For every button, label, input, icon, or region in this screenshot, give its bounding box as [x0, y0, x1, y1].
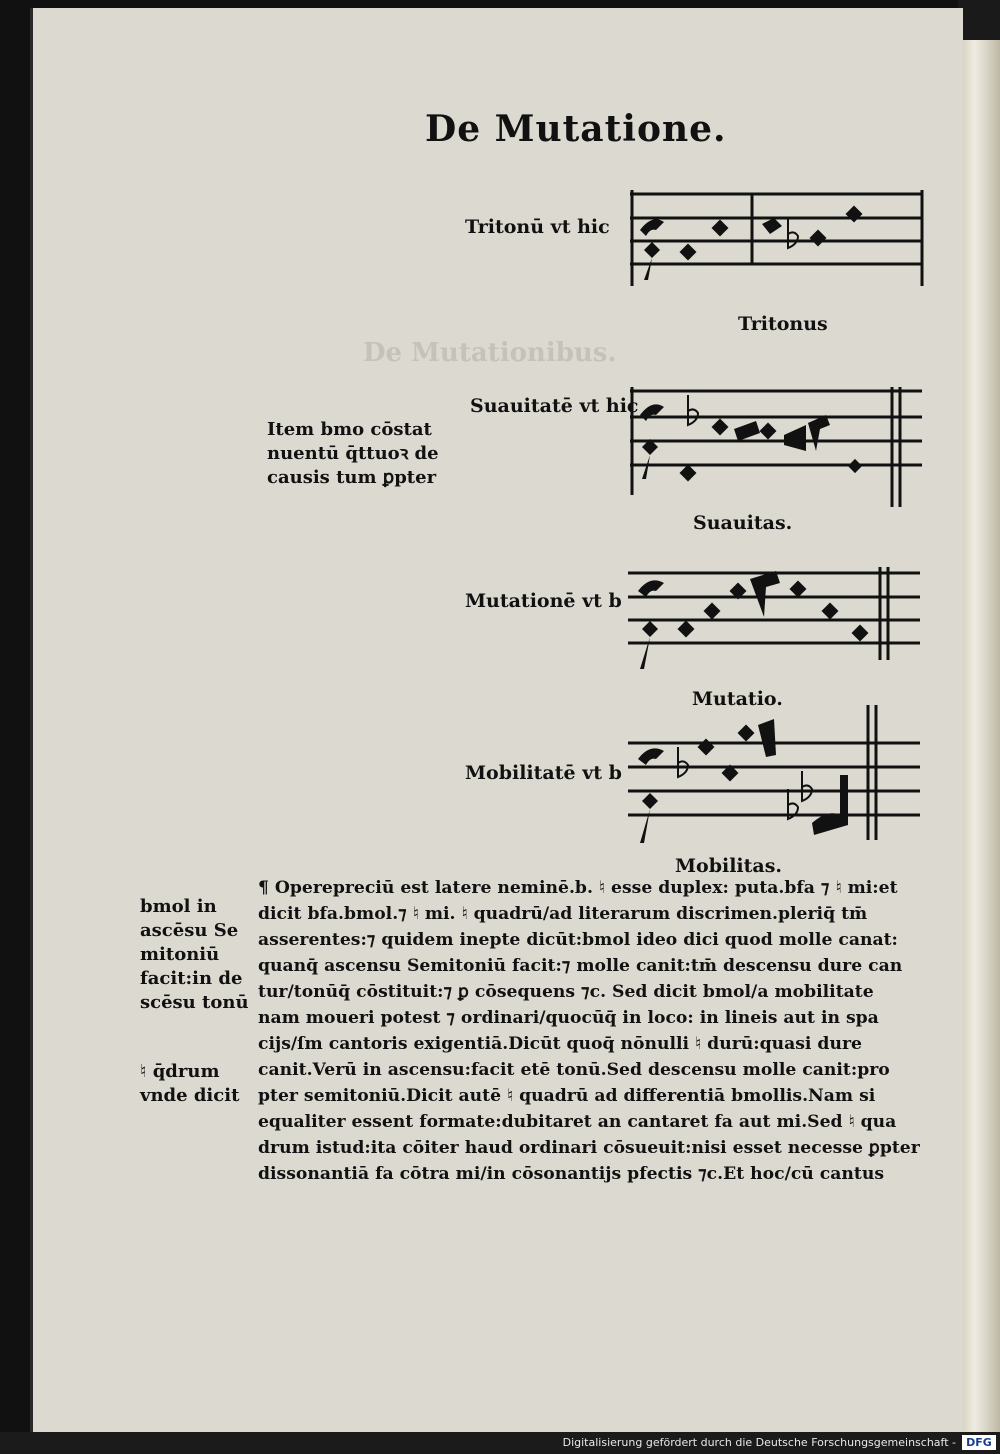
body-text — [258, 875, 928, 1187]
staff-suauitas — [630, 385, 925, 515]
body-line: equaliter essent formate:dubitaret an cantaret fa aut mi.Sed ♮ qua — [258, 1112, 897, 1132]
body-line: ¶ Operepreciū est latere neminē.b. ♮ esse duplex: puta.bfa ⁊ ♮ mi:et — [258, 878, 898, 898]
margin-note-bmol: bmol in ascēsu Se mitoniū facit:in de scēsu tonū — [140, 896, 249, 1013]
example-caption-suauitas: Suauitas. — [693, 512, 793, 534]
digitization-footer — [0, 1432, 1000, 1454]
example-label-mutatio: Mutationē vt b — [465, 590, 622, 612]
book-spine — [958, 0, 1000, 1432]
show-through-text: De Mutationibus. — [363, 338, 617, 368]
body-line: nam moueri potest ⁊ ordinari/quocūq̄ in loco: in lineis aut in spa — [258, 1008, 879, 1028]
spine-band — [958, 0, 1000, 40]
body-line: canit.Verū in ascensu:facit etē tonū.Sed descensu molle canit:pro — [258, 1060, 890, 1080]
dfg-logo: DFG — [962, 1435, 996, 1450]
staff-mutatio — [628, 565, 923, 680]
body-line: pter semitoniū.Dicit autē ♮ quadrū ad differentiā bmollis.Nam si — [258, 1086, 876, 1106]
example-caption-mobilitas: Mobilitas. — [675, 855, 783, 877]
footer-credit: Digitalisierung gefördert durch die Deutsche Forschungsgemeinschaft - — [562, 1436, 956, 1449]
side-note: Item bmo cōstat nuentū q̄ttuoꝛ de causis tum ꝑpter — [267, 419, 439, 488]
example-label-suauitas: Suauitatē vt hic — [470, 395, 639, 417]
page-title: De Mutatione. — [425, 108, 727, 150]
example-label-mobilitas: Mobilitatē vt b — [465, 762, 622, 784]
body-line: quanq̄ ascensu Semitoniū facit:⁊ molle canit:tm̄ descensu dure can — [258, 956, 903, 976]
staff-tritonus — [630, 188, 925, 288]
margin-note-quadrum: ♮ q̄drum vnde dicit — [140, 1061, 240, 1106]
example-caption-mutatio: Mutatio. — [692, 688, 783, 710]
body-line: drum istud:ita cōiter haud ordinari cōsueuit:nisi esset necesse ꝑpter — [258, 1138, 920, 1158]
body-line: tur/tonūq̄ cōstituit:⁊ ꝑ cōsequens ⁊c. Sed dicit bmol/a mobilitate — [258, 982, 874, 1002]
body-line: dicit bfa.bmol.⁊ ♮ mi. ♮ quadrū/ad literarum discrimen.pleriq̄ tm̄ — [258, 904, 868, 924]
body-line: cijs/ſm cantoris exigentiā.Dicūt quoq̄ nōnulli ♮ durū:quasi dure — [258, 1034, 862, 1054]
example-caption-tritonus: Tritonus — [738, 313, 828, 335]
staff-mobilitas — [628, 705, 923, 855]
example-label-tritonus: Tritonū vt hic — [465, 216, 610, 238]
body-line: dissonantiā fa cōtra mi/in cōsonantijs pfectis ⁊c.Et hoc/cū cantus — [258, 1164, 885, 1184]
body-line: asserentes:⁊ quidem inepte dicūt:bmol ideo dici quod molle canat: — [258, 930, 898, 950]
